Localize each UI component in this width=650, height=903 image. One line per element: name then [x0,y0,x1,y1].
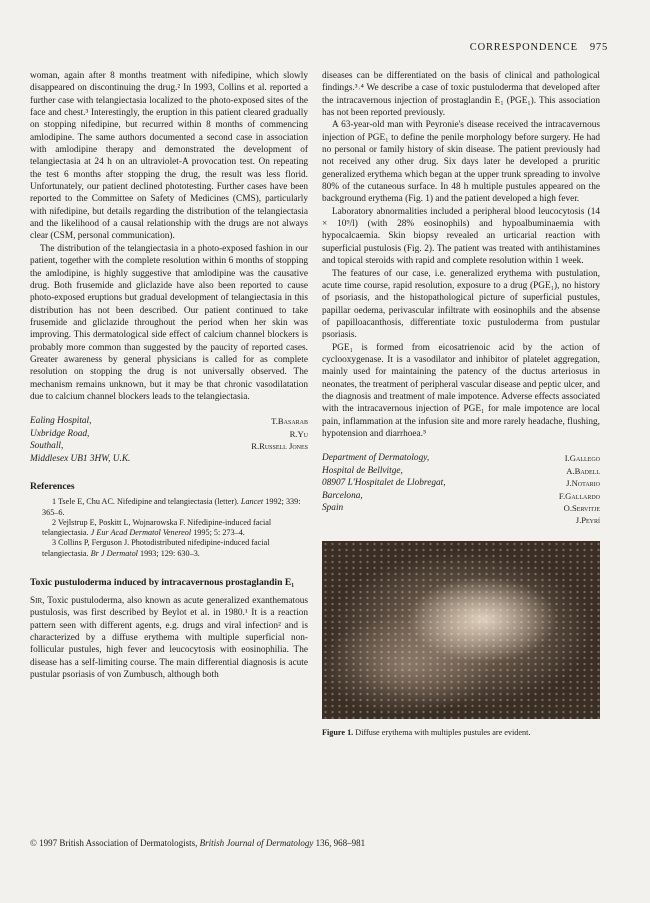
address-line: Department of Dermatology, [322,453,430,464]
author-names [559,452,600,526]
author-names [251,415,308,465]
paragraph: woman, again after 8 months treatment with nifedipine, which slowly disappeared on discontinuing the drug.² In 1993, Collins et al. reported a further case with telangiectasia localized to the photo-exposed sites of the face and chest.³ Interestingly, the eruption in this patient cleared gradually on stopping nifedipine, but recurred within 8 months of commencing amlodipine. The same authors documented a second case in association with amlodipine therapy and demonstrated the development of telangiectasia at 24 h on an ultraviolet-A provocation test. On repeating the test 6 months after stopping the drug, the result was less florid. Unfortunately, our patient declined phototesting. Further cases have been reported to the Committee on Safety of Medicines (CMS), particularly with nifedipine, but details regarding the distribution of the telangiectasia and the likelihood of a causal relationship with the drugs are not always clear (CSM, personal communication). [30,71,308,242]
author-name: J.Notario [566,478,600,489]
section-title: CORRESPONDENCE [469,42,578,53]
author-address [30,415,130,465]
page-footer: © 1997 British Association of Dermatologists, British Journal of Dermatology 136, 968–981 [30,838,366,848]
author-name: F.Gallardo [558,490,600,501]
references-heading: References [30,480,75,492]
article-title: Toxic pustuloderma induced by intracavernous prostaglandin E₁ [30,577,295,589]
paragraph: Sir, Toxic pustuloderma, also known as acute generalized exanthematous pustulosis, was first described by Beylot et al. in 1980.¹ It is a reaction pattern seen with different agents, e.g. drugs and viral infection² and is characterized by a diffuse erythema with multiple superficial non-follicular pustules, high fever and leucocytosis with eosinophilia. The disease has a self-limiting course. The main differential diagnosis is acute pustular psoriasis of von Zumbusch, although both [30,596,308,681]
address-line: Ealing Hospital, [30,416,92,427]
salutation: Sir, [30,596,45,607]
paragraph: diseases can be differentiated on the basis of clinical and pathological findings.³˒⁴ We describe a case of toxic pustuloderma that developed after the intracavernous injection of prostaglandin E₁ (PGE₁). This association has not been reported previously. [322,71,600,119]
reference-item: 1 Tsele E, Chu AC. Nifedipine and telangiectasia (letter). Lancet 1992; 339: 365–6. [42,497,301,517]
author-name: O.Servitje [563,502,600,513]
journal-name: British Journal of Dermatology [199,838,314,848]
author-address [322,452,446,526]
clinical-photo-figure [322,541,600,719]
author-signature [322,452,600,526]
paragraph: A 63-year-old man with Peyronie's disease received the intracavernous injection of PGE₁ to define the penile morphology before surgery. He had no personal or family history of skin disease. The patient previously had not received any other drug. Six days later he developed a pruritic generalized erythema which began at the upper trunk spreading to involve 80% of the cutaneous surface. In 48 h multiple pustules appeared on the background erythema (Fig. 1) and the patient developed a high fever. [322,120,600,205]
paragraph: PGE₁ is formed from eicosatrienoic acid by the action of cyclooxygenase. It is a vasodilator and inhibitor of platelet aggregation, mainly used for maintaining the patency of the ductus arteriosus in neonates, the treatment of peripheral vascular disease and peptic ulcer, and the diagnosis and treatment of male impotence. Adverse effects associated with the intracavernous injection of PGE₁ for male impotence are local pain, inflammation at the infusion site and more rarely headache, flushing, hypotension and diarrhoea.⁵ [322,342,600,439]
author-name: R.Russell Jones [251,441,308,452]
paragraph: The distribution of the telangiectasia in a photo-exposed fashion in our patient, together with the complete resolution within 6 months of stopping the amlodipine, is highly suggestive that amlodipine was the causative drug. Both frusemide and gliclazide have also been reported to cause photo-exposed eruptions but gradual development of telangiectasia in this distribution has not been described. Our patient continued to take frusemide and gliclazide throughout the period when her skin was improving. This dermatological side effect of calcium channel blockers is probably more common than suggested by the paucity of reported cases. Greater awareness by general physicians is called for as complete resolution on stopping the drug is not universally observed. The mechanism remains unknown, but it may be that chronic vasodilatation due to calcium channel blockers leads to the telangiectasia. [30,243,308,402]
address-line: Barcelona, [322,490,363,501]
address-line: Uxbridge Road, [30,428,90,439]
address-line: Middlesex UB1 3HW, U.K. [30,453,131,464]
author-name: R.Yu [289,428,308,439]
author-name: A.Badell [566,465,600,476]
author-signature [30,415,308,465]
address-line: Hospital de Bellvitge, [322,465,403,476]
address-line: Southall, [30,441,64,452]
paragraph: The features of our case, i.e. generalized erythema with pustulation, acute time course, rapid resolution, exposure to a drug (PGE₁), no history of psoriasis, and the histopathological picture of superficial pustules, papillar oedema, perivascular infiltrate with eosinophils and the absense of papilloacanthosis, differentiate toxic pustuloderma from pustular psoriasis. [322,268,600,341]
paragraph: Laboratory abnormalities included a peripheral blood leucocytosis (14 × 10⁹/l) (with 28% eosinophils) and hypoalbuminaemia with hypocalcaemia. Skin biopsy revealed an urticarial reaction with superficial pustulosis (Fig. 2). The patient was treated with antihistamines and topical steroids with rapid and complete resolution within 1 week. [322,206,600,267]
author-name: T.Basarab [271,416,308,427]
reference-item: 3 Collins P, Ferguson J. Photodistributed nifedipine-induced facial telangiectasia. Br J Dermatol 1993; 129: 630–3. [42,538,270,558]
address-line: Spain [322,502,344,513]
author-name: I.Gallego [564,453,600,464]
left-column [30,70,308,681]
running-header [470,42,608,53]
page-number: 975 [589,42,608,53]
address-line: 08907 L'Hospitalet de Llobregat, [322,478,446,489]
reference-item: 2 Vejlstrup E, Poskitt L, Wojnarowska F. Nifedipine-induced facial telangiectasia. J Eur Acad Dermatol Venereol 1995; 5: 273–4. [42,517,272,538]
figure-caption: Figure 1. Diffuse erythema with multiples pustules are evident. [322,727,531,737]
author-name: J.Peyrí [575,515,600,526]
right-column [322,70,600,739]
